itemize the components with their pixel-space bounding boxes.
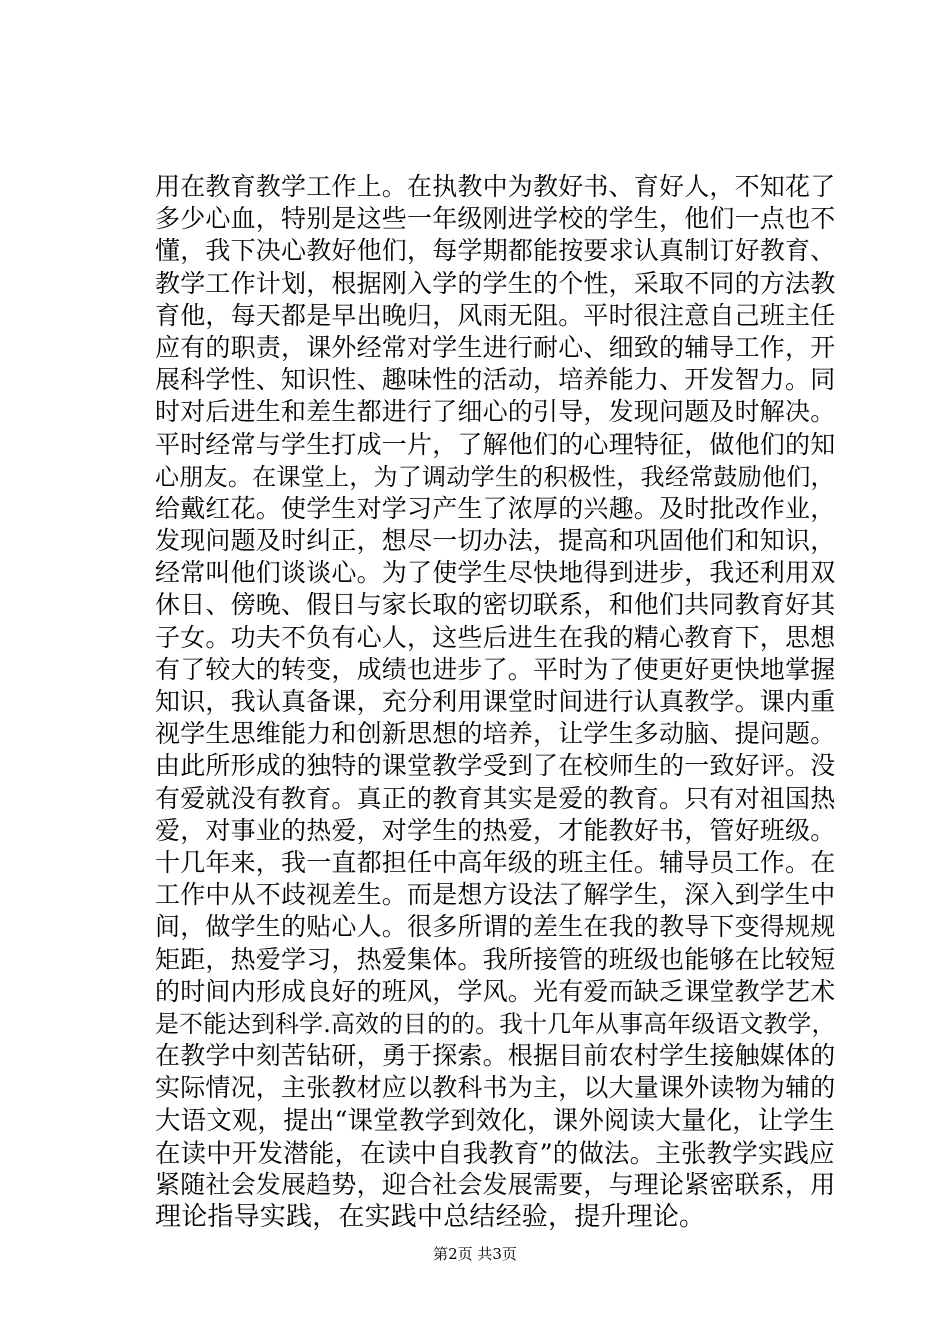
text-line: 是不能达到科学.高效的目的的。我十几年从事高年级语文教学，: [155, 1009, 836, 1038]
text-line: 时对后进生和差生都进行了细心的引导，发现问题及时解决。: [155, 397, 836, 427]
text-line: 应有的职责，课外经常对学生进行耐心、细致的辅导工作，开: [155, 332, 836, 362]
page-footer: 第2页 共3页: [433, 1245, 517, 1263]
text-line: 懂，我下决心教好他们，每学期都能按要求认真制订好教育、: [155, 236, 836, 266]
text-line: 理论指导实践，在实践中总结经验，提升理论。: [155, 1202, 706, 1232]
text-line: 有爱就没有教育。真正的教育其实是爱的教育。只有对祖国热: [155, 783, 836, 813]
text-line: 多少心血，特别是这些一年级刚进学校的学生，他们一点也不: [155, 204, 836, 234]
text-line: 工作中从不歧视差生。而是想方设法了解学生，深入到学生中: [155, 880, 836, 910]
text-line: 在教学中刻苦钻研，勇于探索。根据目前农村学生接触媒体的: [155, 1041, 836, 1071]
text-line: 平时经常与学生打成一片，了解他们的心理特征，做他们的知: [155, 429, 836, 459]
text-line: 子女。功夫不负有心人，这些后进生在我的精心教育下，思想: [155, 622, 836, 652]
text-line: 给戴红花。使学生对学习产生了浓厚的兴趣。及时批改作业，: [155, 493, 836, 523]
text-line: 育他，每天都是早出晚归，风雨无阻。平时很注意自己班主任: [155, 300, 836, 330]
text-line: 视学生思维能力和创新思想的培养，让学生多动脑、提问题。: [155, 719, 836, 749]
text-line: 爱，对事业的热爱，对学生的热爱，才能教好书，管好班级。: [155, 815, 836, 845]
text-line: 在读中开发潜能，在读中自我教育”的做法。主张教学实践应: [155, 1137, 835, 1168]
text-line: 休日、傍晚、假日与家长取的密切联系，和他们共同教育好其: [155, 590, 836, 620]
body-text: [155, 171, 835, 1233]
text-line: 有了较大的转变，成绩也进步了。平时为了使更好更快地掌握: [155, 654, 836, 684]
text-line: 经常叫他们谈谈心。为了使学生尽快地得到进步，我还利用双: [155, 558, 836, 588]
text-line: 矩距，热爱学习，热爱集体。我所接管的班级也能够在比较短: [155, 944, 836, 974]
text-line: 间，做学生的贴心人。很多所谓的差生在我的教导下变得规规: [155, 912, 836, 942]
text-line: 大语文观，提出“课堂教学到效化，课外阅读大量化，让学生: [155, 1105, 835, 1136]
text-line: 紧随社会发展趋势，迎合社会发展需要，与理论紧密联系，用: [155, 1169, 836, 1199]
text-line: 心朋友。在课堂上，为了调动学生的积极性，我经常鼓励他们，: [155, 462, 835, 491]
text-line: 发现问题及时纠正，想尽一切办法，提高和巩固他们和知识，: [155, 526, 836, 556]
text-line: 教学工作计划，根据刚入学的学生的个性，采取不同的方法教: [155, 268, 836, 298]
text-line: 实际情况，主张教材应以教科书为主，以大量课外读物为辅的: [155, 1073, 836, 1103]
text-line: 的时间内形成良好的班风，学风。光有爱而缺乏课堂教学艺术: [155, 976, 836, 1006]
text-line: 十几年来，我一直都担任中高年级的班主任。辅导员工作。在: [155, 847, 836, 877]
text-line: 用在教育教学工作上。在执教中为教好书、育好人，不知花了: [155, 172, 836, 201]
text-line: 知识，我认真备课，充分利用课堂时间进行认真教学。课内重: [155, 687, 836, 716]
text-line: 由此所形成的独特的课堂教学受到了在校师生的一致好评。没: [155, 751, 836, 781]
text-line: 展科学性、知识性、趣味性的活动，培养能力、开发智力。同: [155, 365, 836, 395]
